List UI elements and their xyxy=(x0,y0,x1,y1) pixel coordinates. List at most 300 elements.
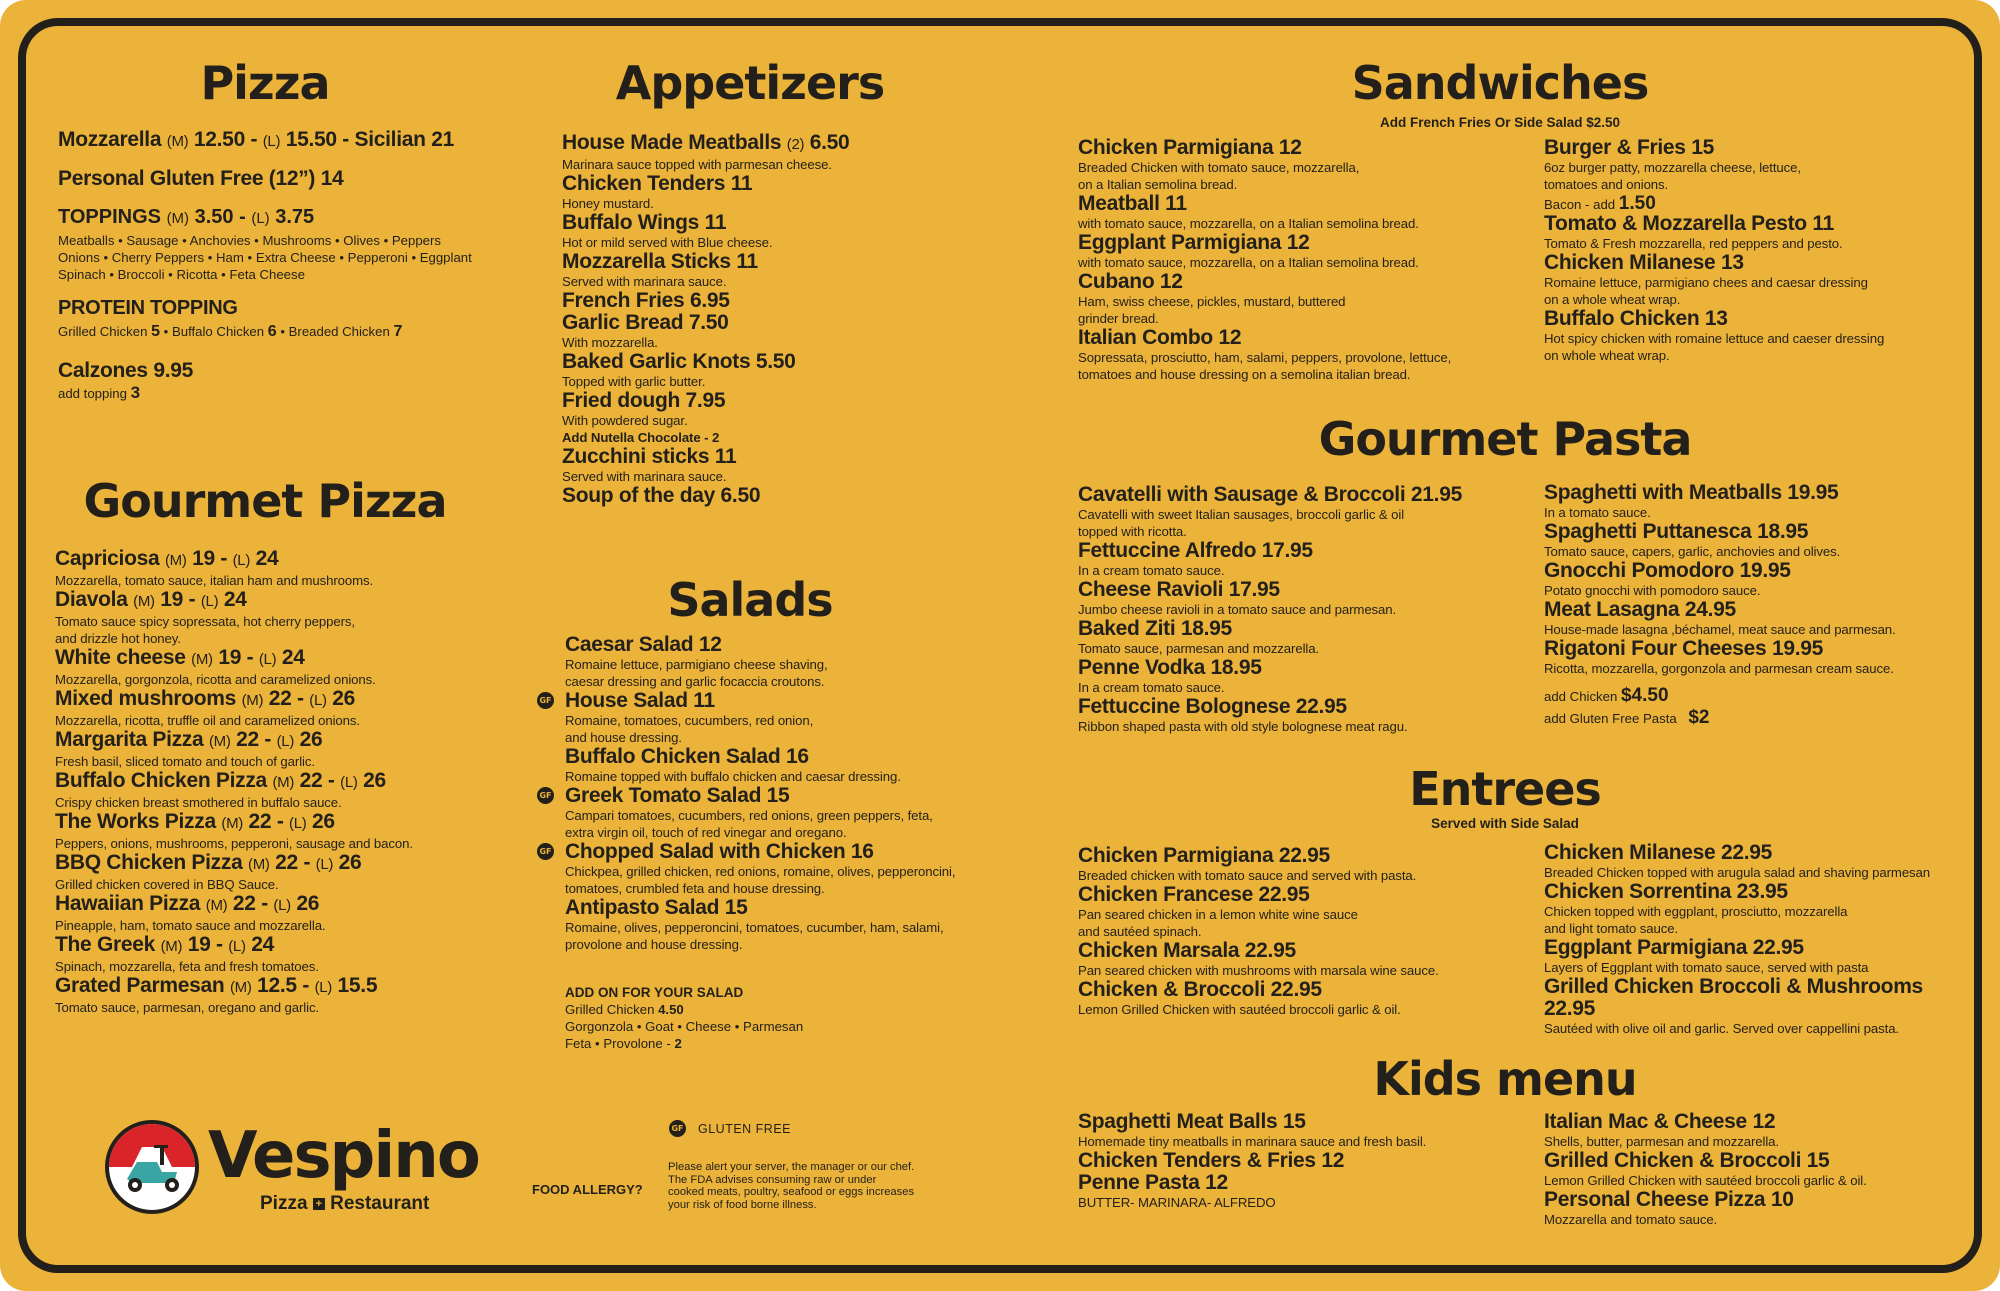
toppings-m-price: 3.50 xyxy=(194,206,234,228)
size-m-price: 12.5 xyxy=(257,974,297,997)
gourmet-pizza-list xyxy=(55,548,505,1016)
gluten-free-label: GLUTEN FREE xyxy=(698,1122,792,1136)
menu-item-description: Breaded Chicken with tomato sauce, mozzarella, on a Italian semolina bread. xyxy=(1078,160,1360,192)
menu-item-name: The Greek (M) 19 - (L) 24 xyxy=(55,933,274,956)
menu-item xyxy=(1078,579,1538,618)
menu-item xyxy=(1544,521,1964,560)
menu-item xyxy=(55,975,505,1016)
menu-item-description: Grilled chicken covered in BBQ Sauce. xyxy=(55,877,279,892)
calzones-name: Calzones 9.95 xyxy=(58,359,193,382)
menu-item xyxy=(55,589,505,647)
size-l-price: 26 xyxy=(296,892,320,915)
menu-item-name: Chicken Marsala 22.95 xyxy=(1078,939,1296,962)
menu-item-name: Cubano 12 xyxy=(1078,270,1183,293)
item-name-text: The Works Pizza xyxy=(55,810,216,833)
size-m-price: 19 xyxy=(160,588,184,611)
menu-item xyxy=(1544,638,1964,677)
menu-item-name: Mixed mushrooms (M) 22 - (L) 26 xyxy=(55,687,356,710)
size-m-label: (M) xyxy=(208,733,231,750)
size-l-price: 26 xyxy=(312,810,335,833)
menu-item xyxy=(562,251,922,290)
menu-item-description: In a cream tomato sauce. xyxy=(1078,563,1225,578)
size-l-label: (L) xyxy=(309,692,327,709)
kids-right-list xyxy=(1544,1111,1964,1228)
salads-title: Salads xyxy=(667,573,833,627)
menu-item-name: Burger & Fries 15 xyxy=(1544,136,1714,159)
size-m-label: (M) xyxy=(229,979,252,996)
menu-item-description: Mozzarella, tomato sauce, italian ham and mushrooms. xyxy=(55,573,374,588)
menu-item xyxy=(1544,1150,1964,1189)
size-l-price: 24 xyxy=(255,547,279,570)
menu-item-name: Greek Tomato Salad 15 xyxy=(565,784,790,807)
menu-item-description: In a tomato sauce. xyxy=(1544,505,1651,520)
menu-item-description: Tomato sauce spicy sopressata, hot cherry peppers, and drizzle hot honey. xyxy=(55,614,355,646)
menu-item xyxy=(55,852,505,893)
mozzarella-m-price: 12.50 xyxy=(193,128,245,151)
menu-item xyxy=(1078,1150,1538,1172)
gluten-free-icon: GF xyxy=(537,843,554,860)
menu-item-name: Grilled Chicken Broccoli & Mushrooms 22.95 xyxy=(1544,975,1923,1020)
menu-item xyxy=(565,897,985,953)
size-m-label: (M) xyxy=(164,552,187,569)
menu-item-description: Crispy chicken breast smothered in buffalo sauce. xyxy=(55,795,342,810)
menu-item-description: Breaded Chicken topped with arugula salad and shaving parmesan xyxy=(1544,865,1931,880)
menu-item-name: Chicken Tenders 11 xyxy=(562,172,753,195)
mozzarella-item: Mozzarella (M) 12.50 - (L) 15.50 - Sicilian 21 xyxy=(58,128,454,151)
menu-item-name: Spaghetti with Meatballs 19.95 xyxy=(1544,481,1839,504)
menu-item xyxy=(562,312,922,351)
menu-item-description: Romaine, tomatoes, cucumbers, red onion, and house dressing. xyxy=(565,713,814,745)
size-l-label: (L) xyxy=(314,979,332,996)
menu-item-description: Romaine lettuce, parmigiano cheese shaving, caesar dressing and garlic focaccia croutons. xyxy=(565,657,828,689)
size-m-price: 19 xyxy=(192,547,215,570)
pasta-right-list xyxy=(1544,482,1964,727)
menu-item xyxy=(1078,137,1538,193)
size-l-price: 26 xyxy=(338,851,362,874)
menu-item xyxy=(1078,1111,1538,1150)
menu-item xyxy=(562,351,922,390)
menu-item-name: Chicken Parmigiana 22.95 xyxy=(1078,844,1330,867)
menu-item-name: Italian Mac & Cheese 12 xyxy=(1544,1110,1776,1133)
menu-item xyxy=(1078,979,1538,1018)
menu-item-description: Sopressata, prosciutto, ham, salami, peppers, provolone, lettuce, tomatoes and house dressing on a semolina italian bread. xyxy=(1078,350,1452,382)
salad-addon-cheese: Gorgonzola • Goat • Cheese • Parmesan xyxy=(565,1019,804,1034)
menu-item-name: Chicken Tenders & Fries 12 xyxy=(1078,1149,1345,1172)
menu-item xyxy=(55,893,505,934)
gluten-free-pizza: Personal Gluten Free (12”) 14 xyxy=(58,167,344,190)
pasta-add-chicken xyxy=(1544,687,1964,705)
salad-addon-chicken xyxy=(565,1001,865,1018)
brand-sub-right: Restaurant xyxy=(330,1193,430,1214)
size-l-price: 26 xyxy=(332,687,356,710)
salads-list xyxy=(539,633,985,953)
menu-item-name: Chicken Milanese 22.95 xyxy=(1544,841,1773,864)
menu-item-description: Hot spicy chicken with romaine lettuce and caeser dressing on whole wheat wrap. xyxy=(1544,331,1885,363)
toppings-m-label: (M) xyxy=(166,210,190,227)
kids-title: Kids menu xyxy=(1373,1052,1637,1106)
salad-addons xyxy=(565,984,865,1052)
bacon-label: Bacon - add xyxy=(1544,197,1616,212)
menu-item-description: Spinach, mozzarella, feta and fresh tomatoes. xyxy=(55,959,319,974)
menu-item-description: Lemon Grilled Chicken with sautéed broccoli garlic & oil. xyxy=(1078,1002,1401,1017)
menu-item-name: Capriciosa (M) 19 - (L) 24 xyxy=(55,547,279,570)
protein-grilled: Grilled Chicken xyxy=(58,324,148,339)
menu-item-description: Marinara sauce topped with parmesan cheese. xyxy=(562,157,832,172)
menu-item-description: Fresh basil, sliced tomato and touch of garlic. xyxy=(55,754,315,769)
menu-item xyxy=(562,212,922,251)
entrees-left-list xyxy=(1078,845,1538,1018)
menu-item-description: Tomato sauce, parmesan, oregano and garlic. xyxy=(55,1000,320,1015)
menu-item xyxy=(562,173,922,212)
item-name-text: House Made Meatballs xyxy=(562,131,782,154)
sandwiches-title: Sandwiches xyxy=(1351,56,1649,110)
size-m-label: (M) xyxy=(221,815,243,832)
menu-item xyxy=(539,840,985,897)
brand-name: Vespino xyxy=(208,1119,479,1193)
menu-item-description: Mozzarella, gorgonzola, ricotta and caramelized onions. xyxy=(55,672,376,687)
menu-item xyxy=(1078,484,1538,540)
protein-label: PROTEIN TOPPING xyxy=(58,297,238,319)
menu-item-description: Ribbon shaped pasta with old style bolognese meat ragu. xyxy=(1078,719,1408,734)
size-l-label: (L) xyxy=(258,651,277,668)
menu-item xyxy=(1078,271,1538,327)
menu-item-name: Fried dough 7.95 xyxy=(562,389,726,412)
toppings-label: TOPPINGS xyxy=(58,206,161,228)
menu-item-description: 6oz burger patty, mozzarella cheese, lettuce, tomatoes and onions. xyxy=(1544,160,1801,192)
pasta-add-gf-price: $2 xyxy=(1688,707,1710,728)
size-m-price: 22 xyxy=(299,769,323,792)
item-name-text: Diavola xyxy=(55,588,128,611)
menu-item-name: Chicken Francese 22.95 xyxy=(1078,883,1310,906)
appetizers-list xyxy=(562,132,922,507)
menu-item-name: Diavola (M) 19 - (L) 24 xyxy=(55,588,247,611)
menu-item-name: Personal Cheese Pizza 10 xyxy=(1544,1188,1794,1211)
item-name-text: Buffalo Chicken Pizza xyxy=(55,769,267,792)
menu-item xyxy=(1544,976,1964,1037)
menu-item-name: Fettuccine Bolognese 22.95 xyxy=(1078,695,1347,718)
salad-addon-feta xyxy=(565,1035,865,1052)
menu-item-description: With powdered sugar. xyxy=(562,413,688,428)
menu-item-description: Pineapple, ham, tomato sauce and mozzarella. xyxy=(55,918,326,933)
size-l-label: (L) xyxy=(289,815,307,832)
menu-item-name: House Salad 11 xyxy=(565,689,715,712)
gourmet-pizza-title: Gourmet Pizza xyxy=(83,474,447,528)
menu-item-name: Grilled Chicken & Broccoli 15 xyxy=(1544,1149,1830,1172)
menu-item xyxy=(539,689,985,746)
menu-item xyxy=(1078,657,1538,696)
sandwiches-left-list xyxy=(1078,137,1538,383)
size-l-price: 24 xyxy=(281,646,305,669)
menu-item-name: Italian Combo 12 xyxy=(1078,326,1242,349)
menu-item-name: Soup of the day 6.50 xyxy=(562,484,761,507)
menu-item-description: Chicken topped with eggplant, prosciutto, mozzarella and light tomato sauce. xyxy=(1544,904,1848,936)
menu-item-description: House-made lasagna ,béchamel, meat sauce and parmesan. xyxy=(1544,622,1896,637)
menu-item xyxy=(565,634,985,690)
menu-item xyxy=(562,290,922,312)
size-l-label: (L) xyxy=(273,897,291,914)
allergy-text: Please alert your server, the manager or our chef. The FDA advises consuming raw or under cooked meats, poultry, seafood or eggs increases your risk of food borne illness. xyxy=(668,1161,915,1211)
menu-item-name: Zucchini sticks 11 xyxy=(562,445,737,468)
size-m-label: (M) xyxy=(248,856,270,873)
size-l-label: (L) xyxy=(232,552,251,569)
size-m-label: (M) xyxy=(191,651,213,668)
menu-item-description: Shells, butter, parmesan and mozzarella. xyxy=(1544,1134,1779,1149)
menu-item-name: French Fries 6.95 xyxy=(562,289,730,312)
item-name-text: Capriciosa xyxy=(55,547,160,570)
menu-item xyxy=(565,746,985,785)
menu-item-description: Honey mustard. xyxy=(562,196,654,211)
menu-item xyxy=(1078,1172,1538,1211)
appetizers-title: Appetizers xyxy=(615,56,885,110)
item-name-text: Hawaiian Pizza xyxy=(55,892,201,915)
menu-item-name: Spaghetti Puttanesca 18.95 xyxy=(1544,520,1809,543)
size-m-price: 22 xyxy=(275,851,298,874)
size-m-price: 22 xyxy=(232,892,256,915)
size-l-price: 24 xyxy=(223,588,247,611)
menu-item-name: Buffalo Chicken Salad 16 xyxy=(565,745,809,768)
addon-feta-label: Feta • Provolone - xyxy=(565,1036,671,1051)
menu-item xyxy=(55,548,505,589)
size-l-price: 24 xyxy=(251,933,274,956)
size-l-label: (L) xyxy=(200,593,219,610)
menu-item-description: In a cream tomato sauce. xyxy=(1078,680,1225,695)
size-l-label: (L) xyxy=(340,774,358,791)
menu-item-description: Pan seared chicken with mushrooms with marsala wine sauce. xyxy=(1078,963,1439,978)
menu-item-description: Romaine topped with buffalo chicken and caesar dressing. xyxy=(565,769,901,784)
menu-item-name: Hawaiian Pizza (M) 22 - (L) 26 xyxy=(55,892,320,915)
menu-item xyxy=(55,729,505,770)
menu-item xyxy=(1078,845,1538,884)
protein-buffalo: Buffalo Chicken xyxy=(171,324,265,339)
size-m-price: 22 xyxy=(236,728,259,751)
menu-item-name: White cheese (M) 19 - (L) 24 xyxy=(55,646,305,669)
calzones-note-text: add topping xyxy=(58,386,127,401)
menu-item xyxy=(1544,252,1964,308)
pasta-title: Gourmet Pasta xyxy=(1318,412,1692,466)
menu-item xyxy=(1544,1189,1964,1228)
menu-item-description: Mozzarella, ricotta, truffle oil and caramelized onions. xyxy=(55,713,360,728)
toppings-l-price: 3.75 xyxy=(275,206,315,228)
size-l-price: 26 xyxy=(299,728,323,751)
menu-item-name: Cavatelli with Sausage & Broccoli 21.95 xyxy=(1078,483,1462,506)
menu-item-description: Tomato sauce, parmesan and mozzarella. xyxy=(1078,641,1320,656)
size-l-price: 15.5 xyxy=(337,974,378,997)
menu-item-name: Eggplant Parmigiana 22.95 xyxy=(1544,936,1804,959)
menu-item-description: Ricotta, mozzarella, gorgonzola and parmesan cream sauce. xyxy=(1544,661,1894,676)
menu-item-description: Topped with garlic butter. xyxy=(562,374,706,389)
menu-item-name xyxy=(562,132,922,156)
brand-subtitle xyxy=(260,1193,429,1215)
menu-item-description: Lemon Grilled Chicken with sautéed broccoli garlic & oil. xyxy=(1544,1173,1867,1188)
pasta-add-chicken-label: add Chicken xyxy=(1544,689,1618,704)
entrees-note: Served with Side Salad xyxy=(1431,816,1579,831)
menu-item-name: Grated Parmesan (M) 12.5 - (L) 15.5 xyxy=(55,974,378,997)
menu-item xyxy=(1078,540,1538,579)
size-m-label: (M) xyxy=(272,774,295,791)
menu-item-name: Gnocchi Pomodoro 19.95 xyxy=(1544,559,1791,582)
menu-item-description: Served with marinara sauce. xyxy=(562,274,727,289)
pizza-section xyxy=(58,128,498,402)
menu-item xyxy=(562,485,922,507)
addon-feta-price: 2 xyxy=(674,1036,682,1051)
menu-item-description: Tomato sauce, capers, garlic, anchovies and olives. xyxy=(1544,544,1841,559)
menu-item-description: Ham, swiss cheese, pickles, mustard, buttered grinder bread. xyxy=(1078,294,1346,326)
menu-item xyxy=(539,784,985,841)
menu-item xyxy=(1078,232,1538,271)
calzones-note xyxy=(58,384,498,402)
menu-item-description: Peppers, onions, mushrooms, pepperoni, sausage and bacon. xyxy=(55,836,413,851)
item-name-text: Grated Parmesan xyxy=(55,974,225,997)
item-name-text: Margarita Pizza xyxy=(55,728,204,751)
menu-item xyxy=(1544,560,1964,599)
size-l-label: (L) xyxy=(315,856,334,873)
entrees-right-list xyxy=(1544,842,1964,1037)
entrees-title: Entrees xyxy=(1409,762,1601,816)
menu-item-name: Mozzarella Sticks 11 xyxy=(562,250,758,273)
menu-item xyxy=(1544,881,1964,937)
menu-item xyxy=(55,811,505,852)
vespino-logo xyxy=(102,1117,202,1217)
menu-item xyxy=(1078,940,1538,979)
menu-item-name: BBQ Chicken Pizza (M) 22 - (L) 26 xyxy=(55,851,362,874)
menu-item-name: Meat Lasagna 24.95 xyxy=(1544,598,1736,621)
menu-item-description: Romaine lettuce, parmigiano chees and caesar dressing on a whole wheat wrap. xyxy=(1544,275,1868,307)
mozzarella-sicilian: Sicilian 21 xyxy=(354,128,454,151)
protein-grilled-price: 5 xyxy=(151,323,160,340)
menu-item xyxy=(1544,1111,1964,1150)
menu-item-name: Baked Ziti 18.95 xyxy=(1078,617,1232,640)
menu-item xyxy=(55,770,505,811)
size-l-label: (L) xyxy=(228,938,246,955)
size-m-label: (M) xyxy=(133,593,155,610)
menu-item-description: Chickpea, grilled chicken, red onions, romaine, olives, pepperoncini, tomatoes, crumbled feta and house dressing. xyxy=(565,864,956,896)
menu-item-name: Eggplant Parmigiana 12 xyxy=(1078,231,1310,254)
bacon-price: 1.50 xyxy=(1618,193,1656,214)
menu-item-name: Antipasto Salad 15 xyxy=(565,896,748,919)
item-price: 6.50 xyxy=(809,131,850,154)
pasta-left-list xyxy=(1078,484,1538,735)
menu-item-name: Margarita Pizza (M) 22 - (L) 26 xyxy=(55,728,323,751)
menu-item-description: Layers of Eggplant with tomato sauce, served with pasta xyxy=(1544,960,1869,975)
menu-item-name: Chicken & Broccoli 22.95 xyxy=(1078,978,1322,1001)
menu-item-name: Chicken Milanese 13 xyxy=(1544,251,1744,274)
item-name-text: Mixed mushrooms xyxy=(55,687,237,710)
size-m-price: 19 xyxy=(187,933,211,956)
menu-item-description: Pan seared chicken in a lemon white wine sauce and sautéed spinach. xyxy=(1078,907,1358,939)
menu-item xyxy=(1544,842,1964,881)
sandwiches-note: Add French Fries Or Side Salad $2.50 xyxy=(1379,115,1621,130)
gluten-free-icon: GF xyxy=(537,787,554,804)
menu-item xyxy=(55,934,505,975)
menu-item xyxy=(1544,137,1964,193)
size-l-label: (L) xyxy=(276,733,295,750)
menu-item xyxy=(562,132,922,173)
menu-item-name: Tomato & Mozzarella Pesto 11 xyxy=(1544,212,1834,235)
menu-item xyxy=(55,647,505,688)
pizza-title: Pizza xyxy=(200,56,330,110)
menu-item-description: Hot or mild served with Blue cheese. xyxy=(562,235,773,250)
toppings-line-1: Meatballs • Sausage • Anchovies • Mushrooms • Olives • Peppers xyxy=(58,233,441,248)
menu-item-description: Homemade tiny meatballs in marinara sauce and fresh basil. xyxy=(1078,1134,1427,1149)
menu-item-name: Buffalo Chicken 13 xyxy=(1544,307,1728,330)
menu-item xyxy=(1078,327,1538,383)
calzones-note-price: 3 xyxy=(130,383,141,402)
size-m-price: 22 xyxy=(248,810,272,833)
mozzarella-l-price: 15.50 xyxy=(285,128,337,151)
menu-item xyxy=(1544,937,1964,976)
size-m-label: (M) xyxy=(241,692,264,709)
addon-chicken-price: 4.50 xyxy=(658,1002,684,1017)
menu-item xyxy=(1544,482,1964,521)
toppings-line-2: Onions • Cherry Peppers • Ham • Extra Cheese • Pepperoni • Eggplant xyxy=(58,250,472,265)
mozzarella-m-label: (M) xyxy=(166,133,189,150)
menu-item-description: Sautéed with olive oil and garlic. Served over cappellini pasta. xyxy=(1544,1021,1900,1036)
protein-options: Grilled Chicken 5 • Buffalo Chicken 6 • Breaded Chicken 7 xyxy=(58,323,403,340)
menu-item xyxy=(55,688,505,729)
item-name-text: BBQ Chicken Pizza xyxy=(55,851,243,874)
scooter-logo-icon xyxy=(102,1117,202,1217)
menu-item xyxy=(1544,308,1964,364)
menu-item xyxy=(1078,884,1538,940)
protein-buffalo-price: 6 xyxy=(267,323,277,340)
mozzarella-name: Mozzarella xyxy=(58,128,162,151)
menu-item-description: Romaine, olives, pepperoncini, tomatoes, cucumber, ham, salami, provolone and house dressing. xyxy=(565,920,944,952)
menu-item-name: Chicken Parmigiana 12 xyxy=(1078,136,1302,159)
size-m-label: (M) xyxy=(160,938,183,955)
menu-item-name: Garlic Bread 7.50 xyxy=(562,311,729,334)
toppings-line-3: Spinach • Broccoli • Ricotta • Feta Cheese xyxy=(58,267,305,282)
gluten-free-icon: GF xyxy=(537,692,554,709)
size-m-price: 19 xyxy=(218,646,242,669)
menu-item-name: Penne Vodka 18.95 xyxy=(1078,656,1262,679)
menu-item-name: Meatball 11 xyxy=(1078,192,1187,215)
brand-sub-left: Pizza xyxy=(260,1193,308,1214)
menu-item-name: Fettuccine Alfredo 17.95 xyxy=(1078,539,1313,562)
menu-item-name: Chopped Salad with Chicken 16 xyxy=(565,840,874,863)
protein-breaded: Breaded Chicken xyxy=(288,324,390,339)
menu-item-description: Jumbo cheese ravioli in a tomato sauce and parmesan. xyxy=(1078,602,1397,617)
toppings-item: TOPPINGS (M) 3.50 - (L) 3.75 xyxy=(58,206,315,228)
menu-item-name: Rigatoni Four Cheeses 19.95 xyxy=(1544,637,1823,660)
pasta-add-gf xyxy=(1544,709,1964,727)
size-m-price: 22 xyxy=(268,687,292,710)
menu-item xyxy=(562,390,922,446)
menu-item xyxy=(1078,696,1538,735)
mozzarella-l-label: (L) xyxy=(262,133,281,150)
salad-addon-title: ADD ON FOR YOUR SALAD xyxy=(565,985,744,1000)
menu-item xyxy=(1544,213,1964,252)
menu-item-name: Buffalo Wings 11 xyxy=(562,211,727,234)
menu-item-name: The Works Pizza (M) 22 - (L) 26 xyxy=(55,810,335,833)
menu-item-extra: Add Nutella Chocolate - 2 xyxy=(562,430,720,445)
addon-chicken-label: Grilled Chicken xyxy=(565,1002,655,1017)
menu-item xyxy=(562,446,922,485)
size-l-price: 26 xyxy=(363,769,386,792)
kids-left-list xyxy=(1078,1111,1538,1211)
menu-item-description: Mozzarella and tomato sauce. xyxy=(1544,1212,1718,1227)
menu-item-description: Campari tomatoes, cucumbers, red onions, green peppers, feta, extra virgin oil, touch of red vinegar and oregano. xyxy=(565,808,933,840)
menu-item-name: Chicken Sorrentina 23.95 xyxy=(1544,880,1788,903)
menu-item-description: Cavatelli with sweet Italian sausages, broccoli garlic & oil topped with ricotta. xyxy=(1078,507,1405,539)
menu-item-description: Tomato & Fresh mozzarella, red peppers and pesto. xyxy=(1544,236,1843,251)
pasta-add-gf-label: add Gluten Free Pasta xyxy=(1544,711,1677,726)
menu-item-description: Served with marinara sauce. xyxy=(562,469,727,484)
menu-item xyxy=(1078,193,1538,232)
menu-item-description: With mozzarella. xyxy=(562,335,658,350)
item-qty: (2) xyxy=(786,136,805,153)
bacon-note xyxy=(1544,195,1964,213)
menu-item-name: Cheese Ravioli 17.95 xyxy=(1078,578,1280,601)
